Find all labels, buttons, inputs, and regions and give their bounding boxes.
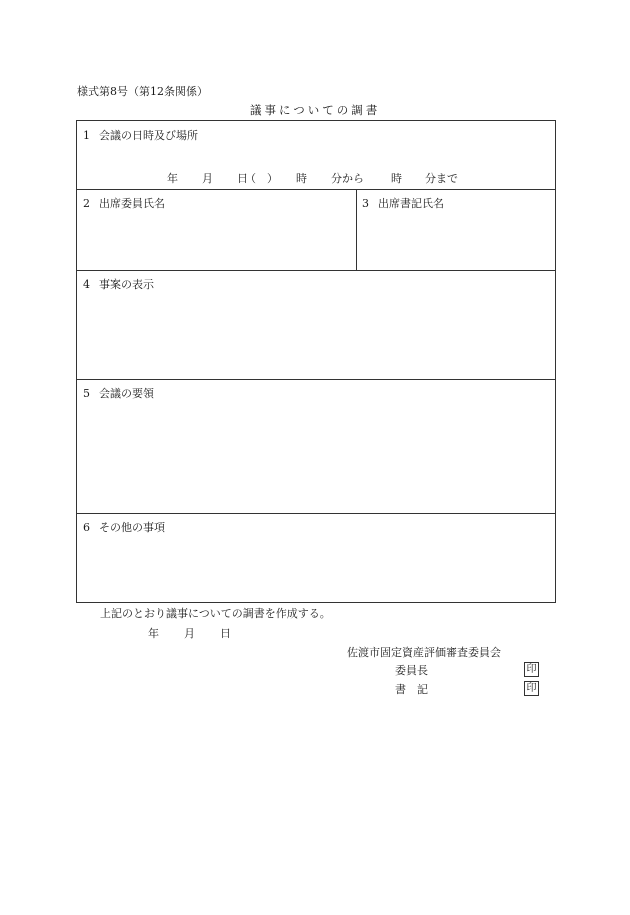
committee-name: 佐渡市固定資産評価審査委員会 [347, 646, 501, 659]
clerk-label: 書 記 [395, 683, 428, 696]
minutes-form-table [76, 120, 556, 603]
section-number: 6 [83, 521, 90, 534]
section-attendance [77, 189, 555, 271]
section-number: 1 [83, 129, 90, 142]
clerk-seal: 印 [524, 681, 539, 696]
section-meeting-datetime-place [77, 121, 555, 190]
section-number: 3 [362, 197, 369, 210]
closing-statement: 上記のとおり議事についての調書を作成する。 [100, 607, 331, 620]
section-case-description [77, 270, 555, 380]
section-label [83, 388, 154, 399]
section-title: 会議の日時及び場所 [99, 129, 198, 142]
section-label [83, 130, 198, 141]
section-title: 会議の要領 [99, 387, 154, 400]
start-minute-label: 分から [331, 172, 364, 185]
section-attending-clerks [356, 189, 555, 270]
section-meeting-summary [77, 379, 555, 514]
section-label [83, 279, 154, 290]
section-label [362, 198, 444, 209]
section-title: 事案の表示 [99, 278, 154, 291]
end-hour-label: 時 [391, 172, 402, 185]
section-number: 4 [83, 278, 90, 291]
section-number: 5 [83, 387, 90, 400]
section-title: その他の事項 [99, 521, 165, 534]
section-other-matters [77, 513, 555, 602]
section-attending-members [77, 189, 357, 270]
footer-month-label: 月 [184, 627, 195, 640]
year-label: 年 [167, 172, 178, 185]
section-label [83, 522, 165, 533]
weekday-paren: （ ） [245, 172, 278, 185]
end-minute-label: 分まで [425, 172, 458, 185]
footer-day-label: 日 [220, 627, 231, 640]
section-title: 出席委員氏名 [99, 197, 165, 210]
section-number: 2 [83, 197, 90, 210]
start-hour-label: 時 [296, 172, 307, 185]
day-label: 日 [237, 172, 248, 185]
chair-seal: 印 [524, 662, 539, 677]
month-label: 月 [202, 172, 213, 185]
form-number: 様式第8号（第12条関係） [77, 85, 208, 98]
section-title: 出席書記氏名 [378, 197, 444, 210]
chair-label: 委員長 [395, 664, 428, 677]
section-label [83, 198, 165, 209]
footer-year-label: 年 [148, 627, 159, 640]
document-title: 議事についての調書 [250, 103, 381, 117]
